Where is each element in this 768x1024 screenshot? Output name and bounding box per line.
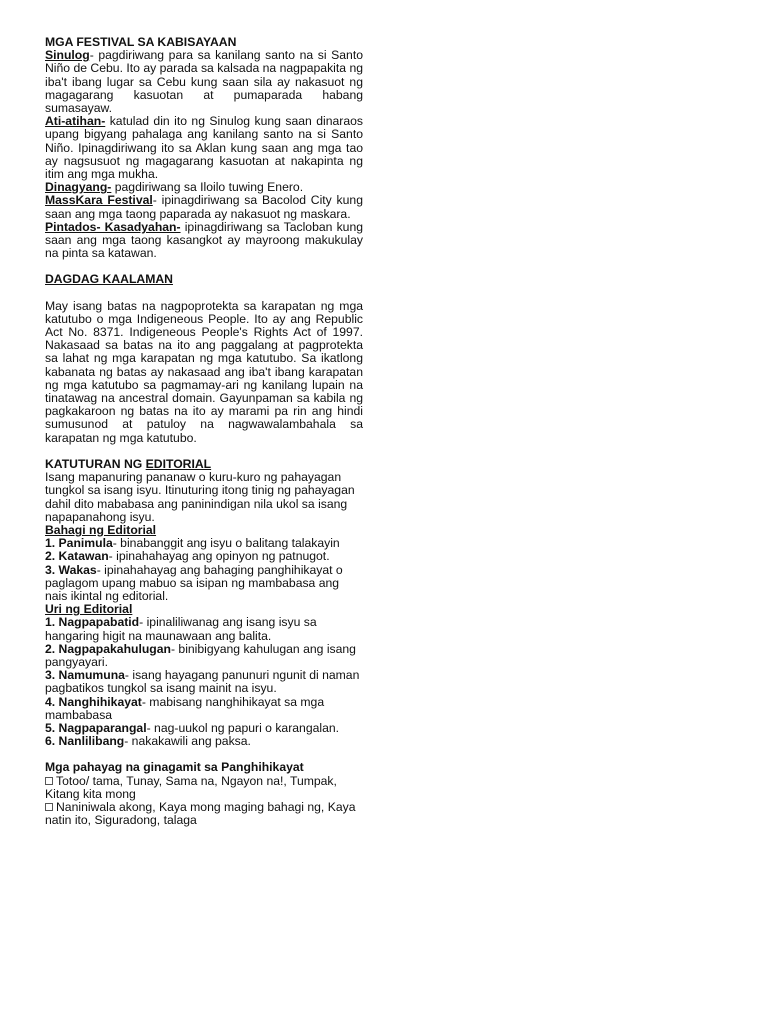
editorial-definition: Isang mapanuring pananaw o kuru-kuro ng pahayagan tungkol sa isang isyu. Itinuturing itong tinig ng pahayagan dahil dito mababasa ang paninindigan nila ukol sa isang napapanahong isyu.: [45, 470, 355, 524]
bahagi-item: [45, 564, 363, 604]
uri-label: 2. Nagpapakahulugan: [45, 641, 171, 656]
bahagi-label: 3. Wakas: [45, 562, 97, 577]
editorial-title-prefix: KATUTURAN NG: [45, 456, 146, 471]
festival-name: Pintados- Kasadyahan-: [45, 219, 181, 234]
festival-item: [45, 221, 363, 261]
uri-text: - isang hayagang panunuri ngunit di naman pagbatikos tungkol sa isang mainit na isyu.: [45, 668, 360, 696]
bahagi-label: 2. Katawan: [45, 549, 109, 564]
festival-desc: - ipinagdiriwang sa Bacolod City kung saan ang mga taong paparada ay nakasuot ng maskara.: [45, 193, 363, 221]
uri-label: 1. Nagpapabatid: [45, 615, 140, 630]
festival-desc: - pagdiriwang para sa kanilang santo na si Santo Niño de Cebu. Ito ay parada sa kalsada na nagpapakita ng iba't ibang lugar sa Cebu kung saan sila ay nakasuot ng magagarang kasuotan at pumaparada habang sumasayaw.: [45, 48, 363, 116]
uri-item: [45, 643, 363, 669]
bahagi-label: 1. Panimula: [45, 536, 113, 551]
pahayag-text: Naniniwala akong, Kaya mong maging bahagi ng, Kaya natin ito, Siguradong, talaga: [45, 799, 356, 828]
dagdag-title: DAGDAG KAALAMAN: [45, 272, 173, 287]
pahayag-text: Totoo/ tama, Tunay, Sama na, Ngayon na!, Tumpak, Kitang kita mong: [45, 773, 337, 801]
festivals-title: MGA FESTIVAL SA KABISAYAAN: [45, 35, 237, 49]
uri-item: [45, 616, 363, 642]
bahagi-text: - binabanggit ang isyu o balitang talakayin: [112, 536, 340, 551]
uri-item: [45, 669, 363, 695]
festival-desc: ipinagdiriwang sa Tacloban kung saan ang mga taong kasangkot ay mayroong makukulay na pinta sa katawan.: [45, 219, 363, 261]
uri-item: [45, 735, 363, 748]
uri-text: - binibigyang kahulugan ang isang pangyayari.: [45, 641, 356, 669]
festival-desc: pagdiriwang sa Iloilo tuwing Enero.: [111, 180, 304, 195]
festival-name: MassKara Festival: [45, 193, 153, 208]
checkbox-icon: [45, 777, 53, 785]
bahagi-text: - ipinahahayag ang bahaging panghihikayat o paglagom upang mabuo sa isipan ng mambabasa ang nais ikintal ng editorial.: [45, 562, 343, 603]
dagdag-body: May isang batas na nagpoprotekta sa karapatan ng mga katutubo o mga Indigeneous People. Ito ay ang Republic Act No. 8371. Indigeneous People's Rights Act of 1997. Nakasaad sa batas na ito ang paggalang at pagprotekta sa lahat ng mga karapatan ng mga katutubo. Sa ikatlong kabanata ng batas ay nakasaad ang iba't ibang karapatan ng mga katutubo sa pagmamay-ari ng kanilang lupain na tinatawag na ancestral domain. Gayunpaman sa kabila ng pagkakaroon ng batas na ito ay marami pa rin ang hindi sumusunod at patuloy na nagwawalambahala sa karapatan ng mga katutubo.: [45, 298, 363, 445]
festival-name: Ati-atihan-: [45, 114, 106, 129]
bahagi-text: - ipinahahayag ang opinyon ng patnugot.: [108, 549, 330, 564]
uri-label: 4. Nanghihikayat: [45, 694, 142, 709]
uri-text: - mabisang nanghihikayat sa mga mambabasa: [45, 694, 325, 722]
editorial-title-word: EDITORIAL: [145, 456, 212, 471]
festival-item: [45, 194, 363, 220]
festival-name: Dinagyang-: [45, 180, 112, 195]
checkbox-icon: [45, 803, 53, 811]
festival-item: [45, 49, 363, 115]
uri-label: 3. Namumuna: [45, 668, 125, 683]
bahagi-title: Bahagi ng Editorial: [45, 522, 157, 537]
pahayag-item: [45, 801, 363, 827]
uri-text: - nag-uukol ng papuri o karangalan.: [146, 720, 340, 735]
festival-name: Sinulog: [45, 48, 90, 63]
document-page: [45, 36, 363, 827]
pahayag-item: [45, 775, 363, 801]
uri-text: - nakakawili ang paksa.: [124, 734, 251, 749]
uri-title: Uri ng Editorial: [45, 602, 133, 617]
pahayag-title: Mga pahayag na ginagamit sa Panghihikayat: [45, 760, 304, 775]
festival-desc: katulad din ito ng Sinulog kung saan dinaraos upang bigyang pahalaga ang kanilang santo na si Santo Niño. Ipinagdiriwang ito sa Aklan kung saan ang mga tao ay nagsusuot ng magagarang kasuotan at nakapinta ng itim ang mga mukha.: [45, 114, 363, 182]
uri-text: - ipinaliliwanag ang isang isyu sa hangaring higit na maunawaan ang balita.: [45, 615, 317, 643]
uri-label: 5. Nagpaparangal: [45, 720, 147, 735]
uri-item: [45, 696, 363, 722]
festival-item: [45, 115, 363, 181]
uri-label: 6. Nanlilibang: [45, 734, 125, 749]
